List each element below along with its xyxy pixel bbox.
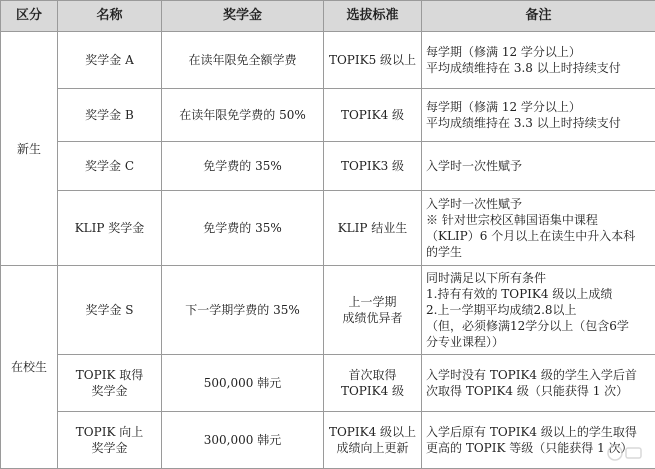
note-line: 的学生 <box>426 245 463 259</box>
table-row <box>1 191 655 266</box>
row-notes <box>422 355 655 412</box>
criteria-line: 成绩向上更新 <box>336 441 409 455</box>
row-award: 免学费的 35% <box>162 142 324 191</box>
row-award: 下一学期学费的 35% <box>162 266 324 355</box>
note-line: 每学期（修满 12 学分以上） <box>426 100 581 114</box>
note-line: 1.持有有效的 TOPIK4 级以上成绩 <box>426 287 613 301</box>
table-row <box>1 355 655 412</box>
table-row <box>1 412 655 469</box>
row-name: 奖学金 C <box>58 142 162 191</box>
row-name: 奖学金 S <box>58 266 162 355</box>
watermark-icon <box>605 443 645 463</box>
watermark-logo <box>601 441 649 465</box>
row-criteria: TOPIK3 级 <box>324 142 422 191</box>
header-row <box>1 1 655 32</box>
note-line: 同时满足以下所有条件 <box>426 271 547 285</box>
note-line: 入学时一次性赋予 <box>426 159 523 173</box>
note-line: 每学期（修满 12 学分以上） <box>426 45 581 59</box>
row-criteria: TOPIK5 级以上 <box>324 32 422 89</box>
row-award: 免学费的 35% <box>162 191 324 266</box>
category-new-student: 新生 <box>1 32 58 266</box>
row-name <box>58 412 162 469</box>
note-line: 更高的 TOPIK 等级（只能获得 1 次） <box>426 441 633 455</box>
criteria-line: 成绩优异者 <box>342 311 403 325</box>
name-line: 奖学金 <box>91 441 128 455</box>
header-name: 名称 <box>58 1 162 32</box>
row-name: KLIP 奖学金 <box>58 191 162 266</box>
note-line: 入学时一次性赋予 <box>426 197 523 211</box>
note-line: 分专业课程）） <box>426 335 505 349</box>
note-line: 次取得 TOPIK4 级（只能获得 1 次） <box>426 384 629 398</box>
row-award: 300,000 韩元 <box>162 412 324 469</box>
category-enrolled-student: 在校生 <box>1 266 58 469</box>
row-award: 500,000 韩元 <box>162 355 324 412</box>
row-criteria: TOPIK4 级 <box>324 89 422 142</box>
row-notes <box>422 89 655 142</box>
criteria-line: 上一学期 <box>348 295 397 309</box>
note-line: 平均成绩维持在 3.3 以上时持续支付 <box>426 116 621 130</box>
note-line: ※ 针对世宗校区韩国语集中课程 <box>426 213 598 227</box>
row-award: 在读年限免全额学费 <box>162 32 324 89</box>
row-criteria <box>324 412 422 469</box>
name-line: 奖学金 <box>91 384 128 398</box>
table-row <box>1 266 655 355</box>
criteria-line: 首次取得 <box>348 368 397 382</box>
note-line: 平均成绩维持在 3.8 以上时持续支付 <box>426 61 621 75</box>
note-line: 2.上一学期平均成绩2.8以上 <box>426 303 577 317</box>
table-row <box>1 142 655 191</box>
criteria-line: TOPIK4 级以上 <box>328 425 417 439</box>
name-line: TOPIK 取得 <box>75 368 144 382</box>
row-criteria: KLIP 结业生 <box>324 191 422 266</box>
note-line: （但，必须修满12学分以上（包含6学 <box>426 319 629 333</box>
header-criteria: 选拔标准 <box>324 1 422 32</box>
row-name <box>58 355 162 412</box>
note-line: 入学时没有 TOPIK4 级的学生入学后首 <box>426 368 637 382</box>
criteria-line: TOPIK4 级 <box>340 384 405 398</box>
row-notes <box>422 266 655 355</box>
row-criteria <box>324 266 422 355</box>
row-notes <box>422 142 655 191</box>
header-award: 奖学金 <box>162 1 324 32</box>
note-line: 入学后原有 TOPIK4 级以上的学生取得 <box>426 425 637 439</box>
row-award: 在读年限免学费的 50% <box>162 89 324 142</box>
row-name: 奖学金 B <box>58 89 162 142</box>
table-row <box>1 89 655 142</box>
table-row <box>1 32 655 89</box>
row-name: 奖学金 A <box>58 32 162 89</box>
name-line: TOPIK 向上 <box>75 425 144 439</box>
note-line: （KLIP）6 个月以上在读生中升入本科 <box>426 229 636 243</box>
header-category: 区分 <box>1 1 58 32</box>
row-notes <box>422 32 655 89</box>
header-notes: 备注 <box>422 1 655 32</box>
row-criteria <box>324 355 422 412</box>
row-notes <box>422 191 655 266</box>
